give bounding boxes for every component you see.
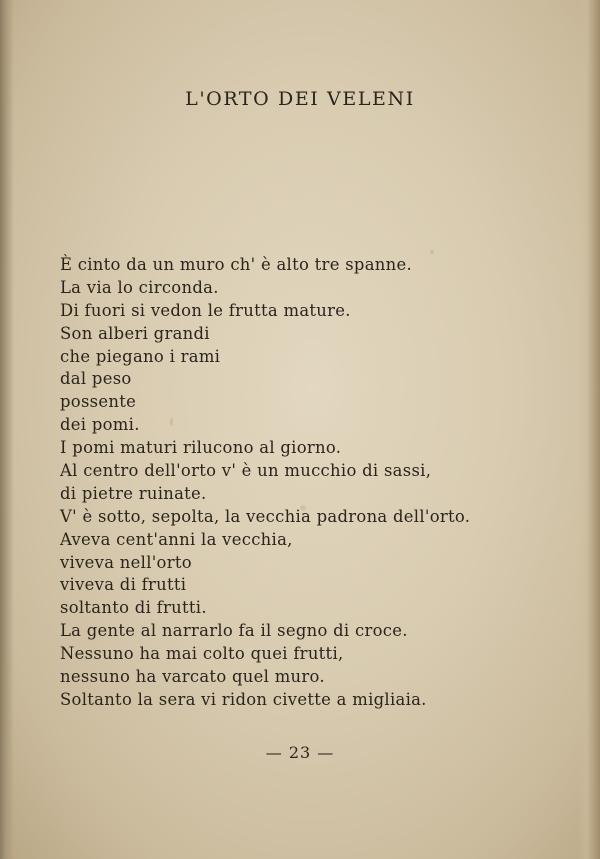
- poem-line: soltanto di frutti.: [60, 598, 207, 618]
- poem-line: dei pomi.: [60, 415, 140, 435]
- page-number: — 23 —: [265, 743, 335, 762]
- poem-line: È cinto da un muro ch' è alto tre spanne.: [60, 255, 412, 274]
- poem-line: V' è sotto, sepolta, la vecchia padrona dell'orto.: [60, 506, 471, 526]
- poem-line: Son alberi grandi: [60, 323, 210, 343]
- poem-line: possente: [60, 392, 137, 412]
- poem-line: dal peso: [60, 369, 132, 389]
- poem-line: che piegano i rami: [60, 346, 221, 366]
- poem-line: La via lo circonda.: [60, 277, 219, 297]
- poem-body: [60, 254, 470, 712]
- poem-line: di pietre ruinate.: [60, 483, 207, 503]
- poem-line: nessuno ha varcato quel muro.: [60, 667, 325, 687]
- poem-line: Nessuno ha mai colto quei frutti,: [60, 644, 344, 664]
- poem-line: La gente al narrarlo fa il segno di croce.: [60, 621, 408, 641]
- poem-line: Al centro dell'orto v' è un mucchio di sassi,: [60, 461, 432, 481]
- poem-line: viveva di frutti: [60, 575, 187, 595]
- poem-line: Di fuori si vedon le frutta mature.: [60, 300, 351, 320]
- poem-line: viveva nell'orto: [60, 552, 192, 572]
- poem-line: I pomi maturi rilucono al giorno.: [60, 438, 342, 458]
- poem-title: L'ORTO DEI VELENI: [185, 88, 415, 110]
- poem-line: Soltanto la sera vi ridon civette a migliaia.: [60, 689, 427, 709]
- poem-line: Aveva cent'anni la vecchia,: [60, 529, 293, 549]
